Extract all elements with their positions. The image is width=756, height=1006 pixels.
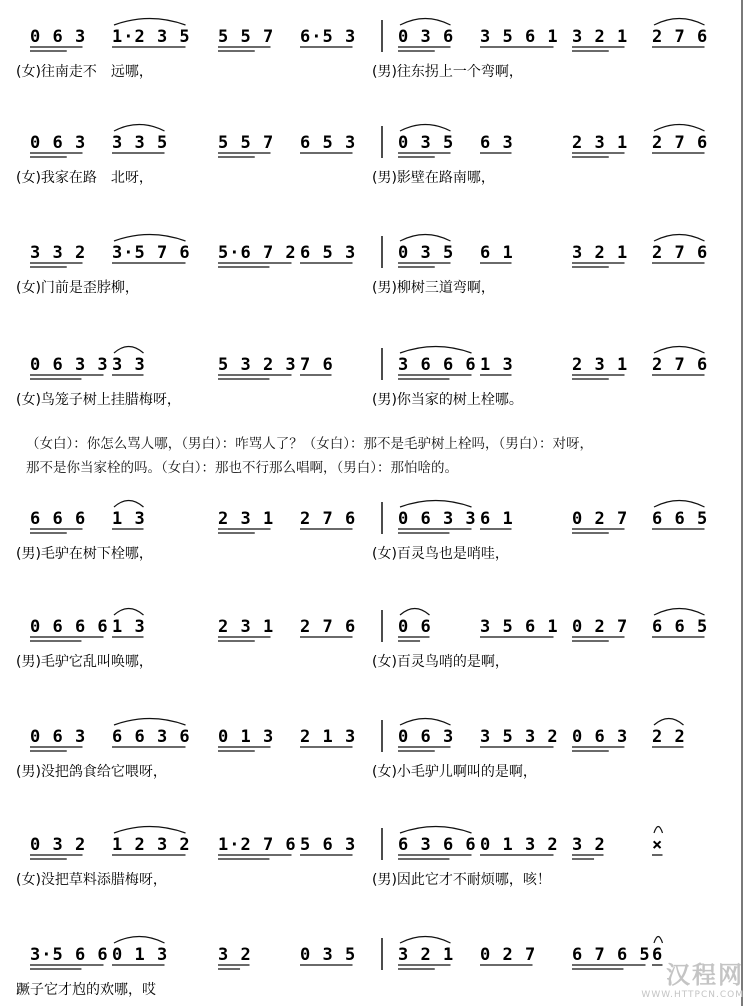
note-group: 0 6 3 [30, 727, 87, 747]
slur-arc [400, 719, 451, 726]
slur-arc [114, 609, 144, 616]
note-group: 0 1 3 [112, 945, 169, 965]
note-group: 3 2 [572, 835, 606, 855]
slur-arc [654, 347, 705, 354]
slur-arc [114, 501, 144, 508]
slur-arc [654, 235, 705, 242]
lyric-left: 蹶子它才尥的欢哪，哎 [16, 982, 156, 998]
note-group: 0 1 3 [218, 727, 275, 747]
note-group: 2 7 6 [652, 133, 709, 153]
dialogue-line-1: （女白）：你怎么骂人哪，（男白）：咋骂人了？（女白）：那不是毛驴树上栓吗，（男白）：对呀， [26, 436, 593, 452]
watermark-logo: 汉程网 [666, 961, 744, 989]
slur-arc [400, 827, 472, 834]
lyric-right: (男)柳树三道弯啊， [372, 280, 495, 296]
note-group: 2 3 1 [218, 509, 275, 529]
slur-arc [400, 609, 430, 616]
note-group: 6 5 3 [300, 243, 357, 263]
lyric-right: (男)往东拐上一个弯啊， [372, 64, 523, 80]
note-group: 3 3 [112, 355, 146, 375]
lyric-left: (女)往南走不 远哪， [16, 64, 153, 80]
note-group: 2 2 [652, 727, 686, 747]
note-group: 0 6 6 6 [30, 617, 109, 637]
note-group: 6 6 5 [652, 617, 709, 637]
note-group: 5 3 2 3 [218, 355, 297, 375]
note-group: 3 3 5 [112, 133, 169, 153]
note-group: 0 3 5 [398, 243, 455, 263]
lyric-right: (男)你当家的树上栓哪。 [372, 392, 523, 408]
note-group: 1 3 [480, 355, 514, 375]
note-group: 0 1 3 2 [480, 835, 559, 855]
note-group: 7 6 [300, 355, 334, 375]
note-group: 5 5 7 [218, 27, 275, 47]
note-group: 3 5 6 1 [480, 27, 559, 47]
note-group: 6 3 [480, 133, 514, 153]
note-group: 0 6 [398, 617, 432, 637]
slur-arc [114, 719, 186, 726]
note-group: 2 3 1 [572, 355, 629, 375]
note-group: 3·5 6 6 [30, 945, 109, 965]
note-group: 0 6 3 [572, 727, 629, 747]
note-group: 5 6 3 [300, 835, 357, 855]
slur-arc [114, 827, 186, 834]
note-group: 6 5 3 [300, 133, 357, 153]
spoken-dialogue [26, 432, 726, 480]
watermark-url: WWW.HTTPCN.COM [641, 990, 744, 1000]
slur-arc [400, 19, 451, 26]
lyric-right: (男)影壁在路南哪， [372, 170, 495, 186]
note-group: 2 3 1 [572, 133, 629, 153]
note-group: 0 3 6 [398, 27, 455, 47]
note-group: 6 6 3 6 [112, 727, 191, 747]
note-group: 3 2 [218, 945, 252, 965]
note-group: 3 2 1 [572, 243, 629, 263]
note-group: 6 [652, 945, 664, 965]
lyric-right: (女)百灵鸟哨的是啊， [372, 654, 509, 670]
slur-arc [654, 937, 663, 944]
note-group: 3 2 1 [572, 27, 629, 47]
note-group: 1 3 [112, 509, 146, 529]
note-group: 0 6 3 3 [398, 509, 477, 529]
note-group: 3·5 7 6 [112, 243, 191, 263]
site-watermark [641, 955, 744, 1000]
note-group: 2 7 6 [300, 509, 357, 529]
note-group: 3 5 3 2 [480, 727, 559, 747]
slur-arc [114, 19, 186, 26]
note-group: 6 1 [480, 243, 514, 263]
note-group: 1·2 7 6 [218, 835, 297, 855]
slur-arc [114, 937, 165, 944]
note-group: 6 1 [480, 509, 514, 529]
note-group: 5 5 7 [218, 133, 275, 153]
slur-arc [400, 501, 472, 508]
lyric-left: (女)我家在路 北呀， [16, 170, 153, 186]
slur-arc [654, 719, 684, 726]
slur-arc [114, 235, 186, 242]
note-group: 1 2 3 2 [112, 835, 191, 855]
note-group: 0 3 5 [398, 133, 455, 153]
note-group: 6 7 6 5 [572, 945, 651, 965]
note-group: 6 6 5 [652, 509, 709, 529]
note-group: 2 7 6 [652, 243, 709, 263]
slur-arc [400, 125, 451, 132]
note-group: 6·5 3 [300, 27, 357, 47]
lyric-left: (男)没把鸽食给它喂呀， [16, 764, 167, 780]
note-group: 0 2 7 [572, 617, 629, 637]
lyric-right: (女)小毛驴儿啊叫的是啊， [372, 764, 537, 780]
slur-arc [654, 827, 663, 834]
note-group: 0 3 5 [300, 945, 357, 965]
note-group: 5·6 7 2 [218, 243, 297, 263]
lyric-left: (男)毛驴在树下栓哪， [16, 546, 153, 562]
note-group: 0 6 3 [30, 133, 87, 153]
slur-arc [654, 501, 705, 508]
lyric-left: (女)门前是歪脖柳， [16, 280, 139, 296]
note-group: 0 6 3 3 [30, 355, 109, 375]
note-group: 2 7 6 [300, 617, 357, 637]
lyric-right: (女)百灵鸟也是哨哇， [372, 546, 509, 562]
slur-arc [654, 19, 705, 26]
dialogue-line-2: 那不是你当家栓的吗。（女白）：那也不行那么唱啊，（男白）：那怕啥的。 [26, 460, 458, 476]
note-group: 3 3 2 [30, 243, 87, 263]
note-group: 2 7 6 [652, 355, 709, 375]
note-group: 3 5 6 1 [480, 617, 559, 637]
note-group: 6 6 6 [30, 509, 87, 529]
note-group: 3 2 1 [398, 945, 455, 965]
lyric-left: (女)鸟笼子树上挂腊梅呀， [16, 392, 181, 408]
slur-arc [654, 125, 705, 132]
slur-arc [400, 347, 472, 354]
note-group: × [652, 835, 664, 855]
note-group: 0 6 3 [30, 27, 87, 47]
note-group: 2 7 6 [652, 27, 709, 47]
note-group: 0 2 7 [480, 945, 537, 965]
note-group: 0 2 7 [572, 509, 629, 529]
note-group: 1·2 3 5 [112, 27, 191, 47]
slur-arc [114, 347, 144, 354]
note-group: 2 1 3 [300, 727, 357, 747]
slur-arc [114, 125, 165, 132]
note-group: 6 3 6 6 [398, 835, 477, 855]
lyric-right: (男)因此它才不耐烦哪，咳！ [372, 872, 551, 888]
lyric-left: (女)没把草料添腊梅呀， [16, 872, 167, 888]
lyric-left: (男)毛驴它乱叫唤哪， [16, 654, 153, 670]
note-group: 1 3 [112, 617, 146, 637]
note-group: 2 3 1 [218, 617, 275, 637]
slur-arc [654, 609, 705, 616]
slur-arc [400, 235, 451, 242]
slur-arc [400, 937, 451, 944]
note-group: 0 3 2 [30, 835, 87, 855]
note-group: 0 6 3 [398, 727, 455, 747]
note-group: 3 6 6 6 [398, 355, 477, 375]
